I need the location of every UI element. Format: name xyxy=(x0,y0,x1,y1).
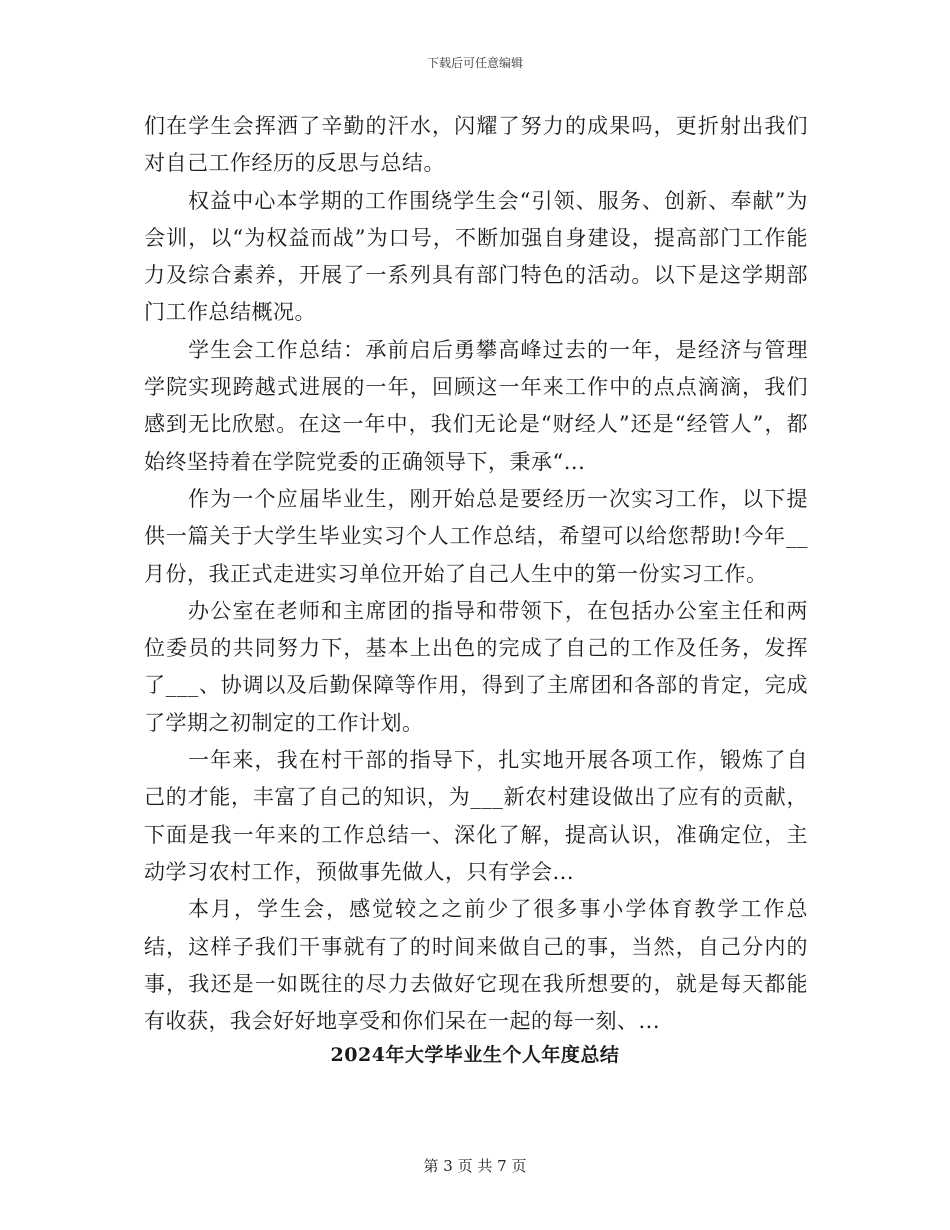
paragraph: 办公室在老师和主席团的指导和带领下，在包括办公室主任和两位委员的共同努力下，基本上出色的完成了自己的工作及任务，发挥了___、协调以及后勤保障等作用，得到了主席团和各部的肯定，完成了学期之初制定的工作计划。 xyxy=(144,598,808,735)
paragraph: 本月，学生会，感觉较之之前少了很多事小学体育教学工作总结，这样子我们干事就有了的时间来做自己的事，当然，自己分内的事，我还是一如既往的尽力去做好它现在我所想要的，就是每天都能有收获，我会好好地享受和你们呆在一起的每一刻、... xyxy=(144,897,808,1034)
paragraph: 权益中心本学期的工作围绕学生会“引领、服务、创新、奉献”为会训，以“为权益而战”为口号，不断加强自身建设，提高部门工作能力及综合素养，开展了一系列具有部门特色的活动。以下是这学期部门工作总结概况。 xyxy=(144,188,808,325)
page-number: 第 3 页 共 7 页 xyxy=(423,1157,527,1175)
document-title: 2024年大学毕业生个人年度总结 xyxy=(330,1044,620,1066)
paragraph: 作为一个应届毕业生，刚开始总是要经历一次实习工作，以下提供一篇关于大学生毕业实习个人工作总结，希望可以给您帮助!今年__月份，我正式走进实习单位开始了自己人生中的第一份实习工作。 xyxy=(144,486,808,586)
page-header-note: 下载后可任意编辑 xyxy=(426,56,523,70)
paragraph-continuation: 们在学生会挥洒了辛勤的汗水，闪耀了努力的成果吗，更折射出我们对自己工作经历的反思与总结。 xyxy=(144,114,808,176)
body-text xyxy=(144,108,808,1040)
paragraph: 一年来，我在村干部的指导下，扎实地开展各项工作，锻炼了自己的才能，丰富了自己的知识，为___新农村建设做出了应有的贡献，下面是我一年来的工作总结一、深化了解，提高认识，准确定位，主动学习农村工作，预做事先做人，只有学会... xyxy=(144,748,808,884)
paragraph: 学生会工作总结：承前启后勇攀高峰过去的一年，是经济与管理学院实现跨越式进展的一年，回顾这一年来工作中的点点滴滴，我们感到无比欣慰。在这一年中，我们无论是“财经人”还是“经管人”，都始终坚持着在学院党委的正确领导下，秉承“... xyxy=(144,337,808,474)
